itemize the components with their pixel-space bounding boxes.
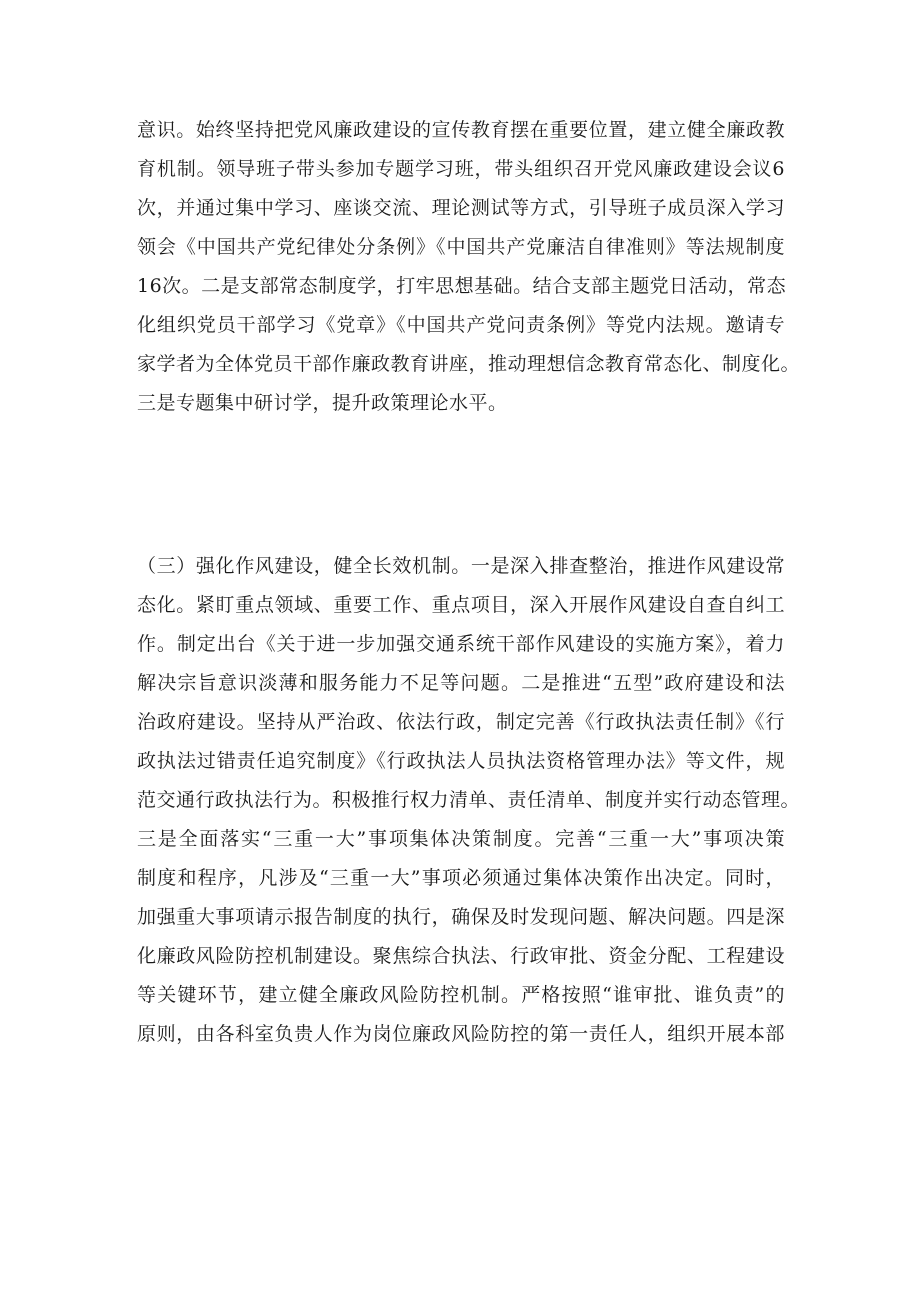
text-line: 次，并通过集中学习、座谈交流、理论测试等方式，引导班子成员深入学习: [137, 197, 785, 219]
body-paragraph-2: [137, 547, 801, 1054]
text-line: 范交通行政执法行为。积极推行权力清单、责任清单、制度并实行动态管理。: [137, 789, 801, 811]
text-line: 化廉政风险防控机制建设。聚焦综合执法、行政审批、资金分配、工程建设: [137, 945, 785, 967]
text-line: （三）强化作风建设，健全长效机制。一是深入排查整治，推进作风建设常: [137, 555, 785, 577]
text-line: 三是专题集中研讨学，提升政策理论水平。: [137, 392, 508, 414]
body-paragraph-1: [137, 111, 801, 423]
text-line: 政执法过错责任追究制度》《行政执法人员执法资格管理办法》等文件，规: [137, 750, 785, 772]
text-line: 家学者为全体党员干部作廉政教育讲座，推动理想信念教育常态化、制度化。: [137, 353, 801, 375]
text-line: 治政府建设。坚持从严治政、依法行政，制定完善《行政执法责任制》《行: [137, 711, 785, 733]
text-line: 加强重大事项请示报告制度的执行，确保及时发现问题、解决问题。四是深: [137, 906, 785, 928]
text-line: 意识。始终坚持把党风廉政建设的宣传教育摆在重要位置，建立健全廉政教: [137, 119, 785, 141]
text-line: 领会《中国共产党纪律处分条例》《中国共产党廉洁自律准则》等法规制度: [137, 236, 785, 258]
text-line: 等关键环节，建立健全廉政风险防控机制。严格按照“谁审批、谁负责”的: [137, 984, 785, 1006]
text-line: 育机制。领导班子带头参加专题学习班，带头组织召开党风廉政建设会议6: [137, 158, 785, 180]
text-line: 制度和程序，凡涉及“三重一大”事项必须通过集体决策作出决定。同时，: [137, 867, 785, 889]
text-line: 原则，由各科室负贵人作为岗位廉政风险防控的第一责任人，组织开展本部: [137, 1023, 785, 1045]
text-line: 作。制定出台《关于进一步加强交通系统干部作风建设的实施方案》，着力: [137, 633, 785, 655]
text-line: 态化。紧盯重点领域、重要工作、重点项目，深入开展作风建设自查自纠工: [137, 594, 785, 616]
text-line: 三是全面落实“三重一大”事项集体决策制度。完善“三重一大”事项决策: [137, 828, 785, 850]
text-line: 化组织党员干部学习《党章》《中国共产党问责条例》等党内法规。邀请专: [137, 314, 785, 336]
text-line: 解决宗旨意识淡薄和服务能力不足等问题。二是推进“五型”政府建设和法: [137, 672, 785, 694]
text-line: 16次。二是支部常态制度学，打牢思想基础。结合支部主题党日活动，常态: [137, 275, 787, 297]
